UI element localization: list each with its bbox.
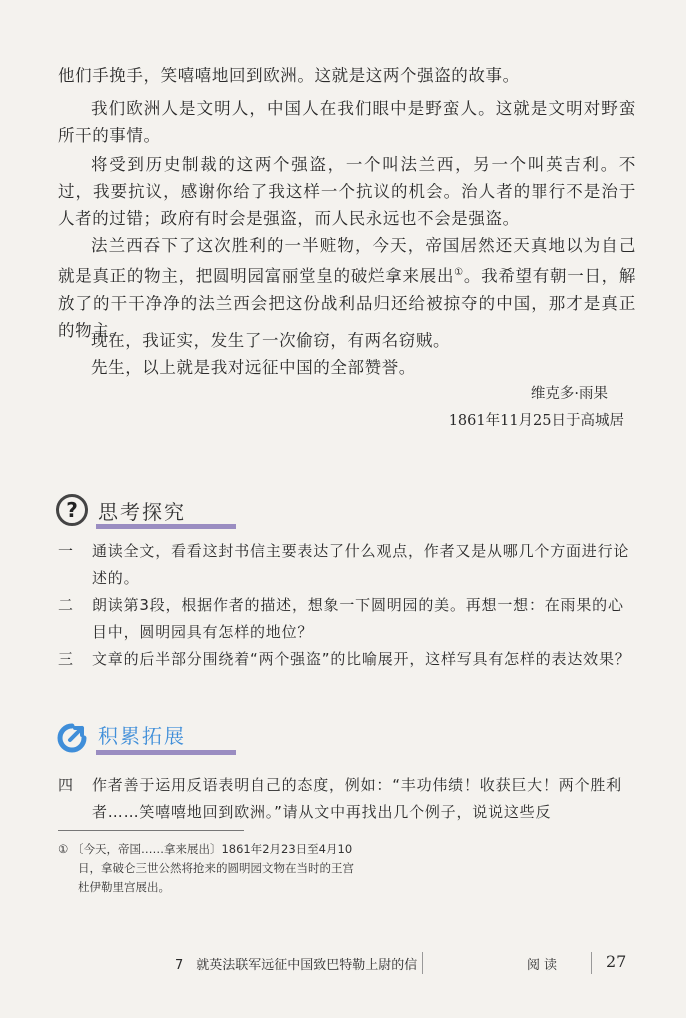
section-title-accumulate: 积累拓展 [98,724,186,748]
section-title-think: 思考探究 [98,500,186,524]
paragraph-2: 我们欧洲人是文明人，中国人在我们眼中是野蛮人。这就是文明对野蛮所干的事情。 [58,99,636,145]
footnote-reference[interactable]: ① [454,267,464,278]
page-footer [0,950,686,974]
footer-chapter-title: 7 就英法联军远征中国致巴特勒上尉的信 [175,958,418,973]
page-number: 27 [606,952,627,971]
paragraph-3: 将受到历史制裁的这两个强盗，一个叫法兰西，另一个叫英吉利。不过，我要抗议，感谢你给了我这样一个抗议的机会。治人者的罪行不是治于人者的过错；政府有时会是强盗，而人民永远也不会是强盗。 [58,155,636,228]
footer-divider [422,952,423,974]
question-item: 四 作者善于运用反语表明自己的态度，例如：“丰功伟绩！收获巨大！两个胜利者……笑嘻嘻地回到欧洲。”请从文中再找出几个例子，说说这些反 [58,776,622,821]
section-underline [96,750,236,755]
footer-divider [591,952,592,974]
question-icon: ? [56,494,88,526]
footnote-divider [58,830,244,831]
question-item: 一 通读全文，看看这封书信主要表达了什么观点，作者又是从哪几个方面进行论述的。 [58,542,630,587]
accumulate-arrow-icon [56,722,88,754]
paragraph-1: 他们手挽手，笑嘻嘻地回到欧洲。这就是这两个强盗的故事。 [58,66,520,85]
question-item: 三 文章的后半部分围绕着“两个强盗”的比喻展开，这样写具有怎样的表达效果？ [58,650,631,668]
paragraph-4: 法兰西吞下了这次胜利的一半赃物，今天，帝国居然还天真地以为自己就是真正的物主，把圆明园富丽堂皇的破烂拿来展出①。我希望有朝一日，解放了的干干净净的法兰西会把这份战利品归还给被掠夺的中国，那才是真正的物主。 [58,236,636,340]
paragraph-5: 现在，我证实，发生了一次偷窃，有两名窃贼。 [91,331,451,350]
question-item: 二 朗读第3段，根据作者的描述，想象一下圆明园的美。再想一想：在雨果的心目中，圆明园具有怎样的地位？ [58,596,624,641]
section-header-accumulate [56,720,356,764]
footnote: ① 〔今天，帝国……拿来展出〕1861年2月23日至4月10日，拿破仑三世公然将抢来的圆明园文物在当时的王宫杜伊勒里宫展出。 [58,842,354,894]
paragraph-6: 先生，以上就是我对远征中国的全部赞誉。 [91,358,416,377]
signature-date: 1861年11月25日于高城居 [448,413,624,429]
footer-section-label: 阅读 [527,958,562,973]
signature-author: 维克多·雨果 [530,386,608,402]
section-header-think [56,494,356,538]
